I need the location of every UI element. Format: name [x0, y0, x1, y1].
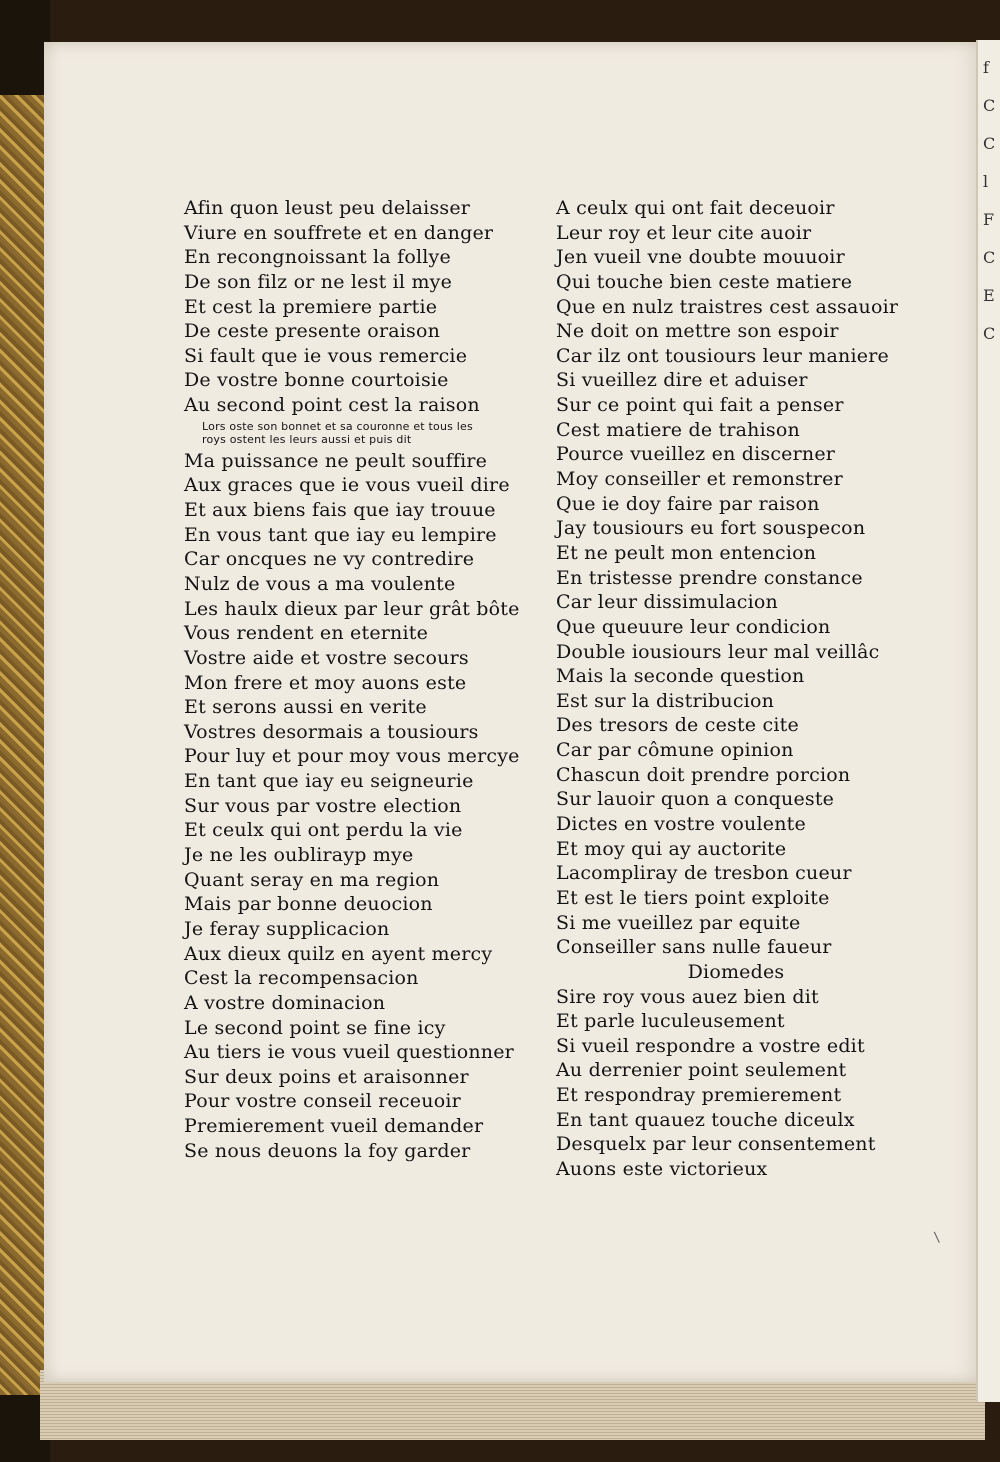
verse-line: Car leur dissimulacion [556, 591, 778, 614]
verse-line: Pour vostre conseil receuoir [184, 1090, 461, 1113]
verse-line: En tristesse prendre constance [556, 566, 863, 589]
verse-line: Quant seray en ma region [184, 868, 440, 891]
verse-line: Dictes en vostre voulente [556, 813, 806, 836]
verse-line: Jay tousiours eu fort souspecon [556, 517, 866, 540]
left-text-column [184, 196, 524, 1163]
verse-line: Que en nulz traistres cest assauoir [556, 295, 899, 318]
verse-line: De son filz or ne lest il mye [184, 270, 453, 293]
verse-line: Premierement vueil demander [184, 1115, 484, 1138]
edge-glyph: F [983, 210, 995, 229]
verse-line: Et serons aussi en verite [184, 696, 427, 719]
verse-line: Mais la seconde question [556, 665, 805, 688]
verse-line: Si vueillez dire et aduiser [556, 369, 808, 392]
verse-line: Moy conseiller et remonstrer [556, 468, 843, 491]
verse-line: Sur lauoir quon a conqueste [556, 788, 835, 811]
verse-line: Sur deux poins et araisonner [184, 1065, 469, 1088]
verse-line: Qui touche bien ceste matiere [556, 270, 853, 293]
verse-line: Mais par bonne deuocion [184, 893, 433, 916]
verse-line: Et aux biens fais que iay trouue [184, 499, 496, 522]
facing-page-edge [976, 40, 1000, 1402]
verse-line: Je feray supplicacion [184, 917, 390, 940]
stage-direction-line: roys ostent les leurs aussi et puis dit [202, 433, 412, 447]
verse-line: En tant quauez touche diceulx [556, 1108, 855, 1131]
verse-line: Aux dieux quilz en ayent mercy [184, 942, 493, 965]
verse-line: En vous tant que iay eu lempire [184, 523, 497, 546]
verse-line: De ceste presente oraison [184, 320, 441, 343]
verse-line: Sur ce point qui fait a penser [556, 394, 844, 417]
verse-line: Et parle luculeusement [556, 1010, 785, 1033]
verse-line: Chascun doit prendre porcion [556, 763, 851, 786]
verse-line: Les haulx dieux par leur grât bôte [184, 597, 520, 620]
verse-line: Se nous deuons la foy garder [184, 1139, 471, 1162]
verse-line: Lacompliray de tresbon cueur [556, 862, 852, 885]
verse-line: A ceulx qui ont fait deceuoir [556, 197, 835, 219]
verse-line: Des tresors de ceste cite [556, 714, 799, 737]
verse-line: Et est le tiers point exploite [556, 886, 830, 909]
verse-line: Vostres desormais a tousiours [184, 720, 479, 743]
verse-line: Ne doit on mettre son espoir [556, 320, 839, 343]
edge-glyph: l [983, 172, 989, 191]
edge-glyph: E [983, 286, 995, 305]
verse-line: Afin quon leust peu delaisser [184, 197, 471, 219]
verse-line: Et ceulx qui ont perdu la vie [184, 819, 463, 842]
verse-line: Leur roy et leur cite auoir [556, 221, 812, 244]
verse-line: Pour luy et pour moy vous mercye [184, 745, 520, 768]
verse-line: En tant que iay eu seigneurie [184, 770, 474, 793]
edge-glyph: f [983, 58, 989, 77]
verse-line: Aux graces que ie vous vueil dire [184, 474, 510, 497]
verse-line: Et ne peult mon entencion [556, 541, 817, 564]
verse-line: Double iousiours leur mal veillâc [556, 640, 880, 663]
verse-line: Auons este victorieux [556, 1157, 768, 1180]
verse-line: Car par cômune opinion [556, 739, 794, 762]
verse-line: Desquelx par leur consentement [556, 1133, 876, 1156]
verse-line: De vostre bonne courtoisie [184, 369, 449, 392]
verse-line: Que ie doy faire par raison [556, 492, 820, 515]
edge-glyph: C [983, 324, 996, 343]
verse-line: Pource vueillez en discerner [556, 443, 836, 466]
verse-line: Cest matiere de trahison [556, 418, 800, 441]
verse-line: Est sur la distribucion [556, 689, 775, 712]
verse-line: Mon frere et moy auons este [184, 671, 467, 694]
verse-line: Vostre aide et vostre secours [184, 646, 469, 669]
verse-line: Au derrenier point seulement [556, 1059, 847, 1082]
verse-line: Cest la recompensacion [184, 967, 419, 990]
verse-line: Nulz de vous a ma voulente [184, 572, 456, 595]
verse-line: Que queuure leur condicion [556, 615, 831, 638]
verse-line: Si fault que ie vous remercie [184, 344, 468, 367]
edge-glyph: C [983, 248, 996, 267]
verse-line: Conseiller sans nulle faueur [556, 936, 832, 959]
verse-line: Ma puissance ne peult souffire [184, 449, 488, 472]
verse-line: Sur vous par vostre election [184, 794, 462, 817]
verse-line: Si vueil respondre a vostre edit [556, 1034, 865, 1057]
verse-line: Sire roy vous auez bien dit [556, 985, 819, 1008]
book-spine-gilt [0, 95, 49, 1395]
verse-line: Si me vueillez par equite [556, 911, 801, 934]
stage-direction [184, 418, 522, 449]
speaker-heading: Diomedes [687, 960, 785, 983]
edge-glyph: C [983, 134, 996, 153]
verse-line: Et moy qui ay auctorite [556, 837, 787, 860]
verse-line: Au second point cest la raison [184, 394, 480, 417]
verse-line: Je ne les oublirayp mye [184, 844, 414, 867]
verse-line: Vous rendent en eternite [184, 622, 429, 645]
verse-line: Et respondray premierement [556, 1084, 842, 1107]
verse-line: Car oncques ne vy contredire [184, 548, 475, 571]
verse-line: En recongnoissant la follye [184, 246, 451, 269]
verse-line: A vostre dominacion [184, 991, 386, 1014]
edge-glyph: C [983, 96, 996, 115]
stage-direction-line: Lors oste son bonnet et sa couronne et tous les [202, 420, 473, 434]
right-text-column [556, 196, 916, 1182]
verse-line: Au tiers ie vous vueil questionner [184, 1041, 514, 1064]
verse-line: Jen vueil vne doubte mouuoir [556, 246, 845, 269]
verse-line: Car ilz ont tousiours leur maniere [556, 344, 889, 367]
verse-line: Le second point se fine icy [184, 1016, 446, 1039]
verse-line: Viure en souffrete et en danger [184, 221, 494, 244]
verse-line: Et cest la premiere partie [184, 295, 438, 318]
